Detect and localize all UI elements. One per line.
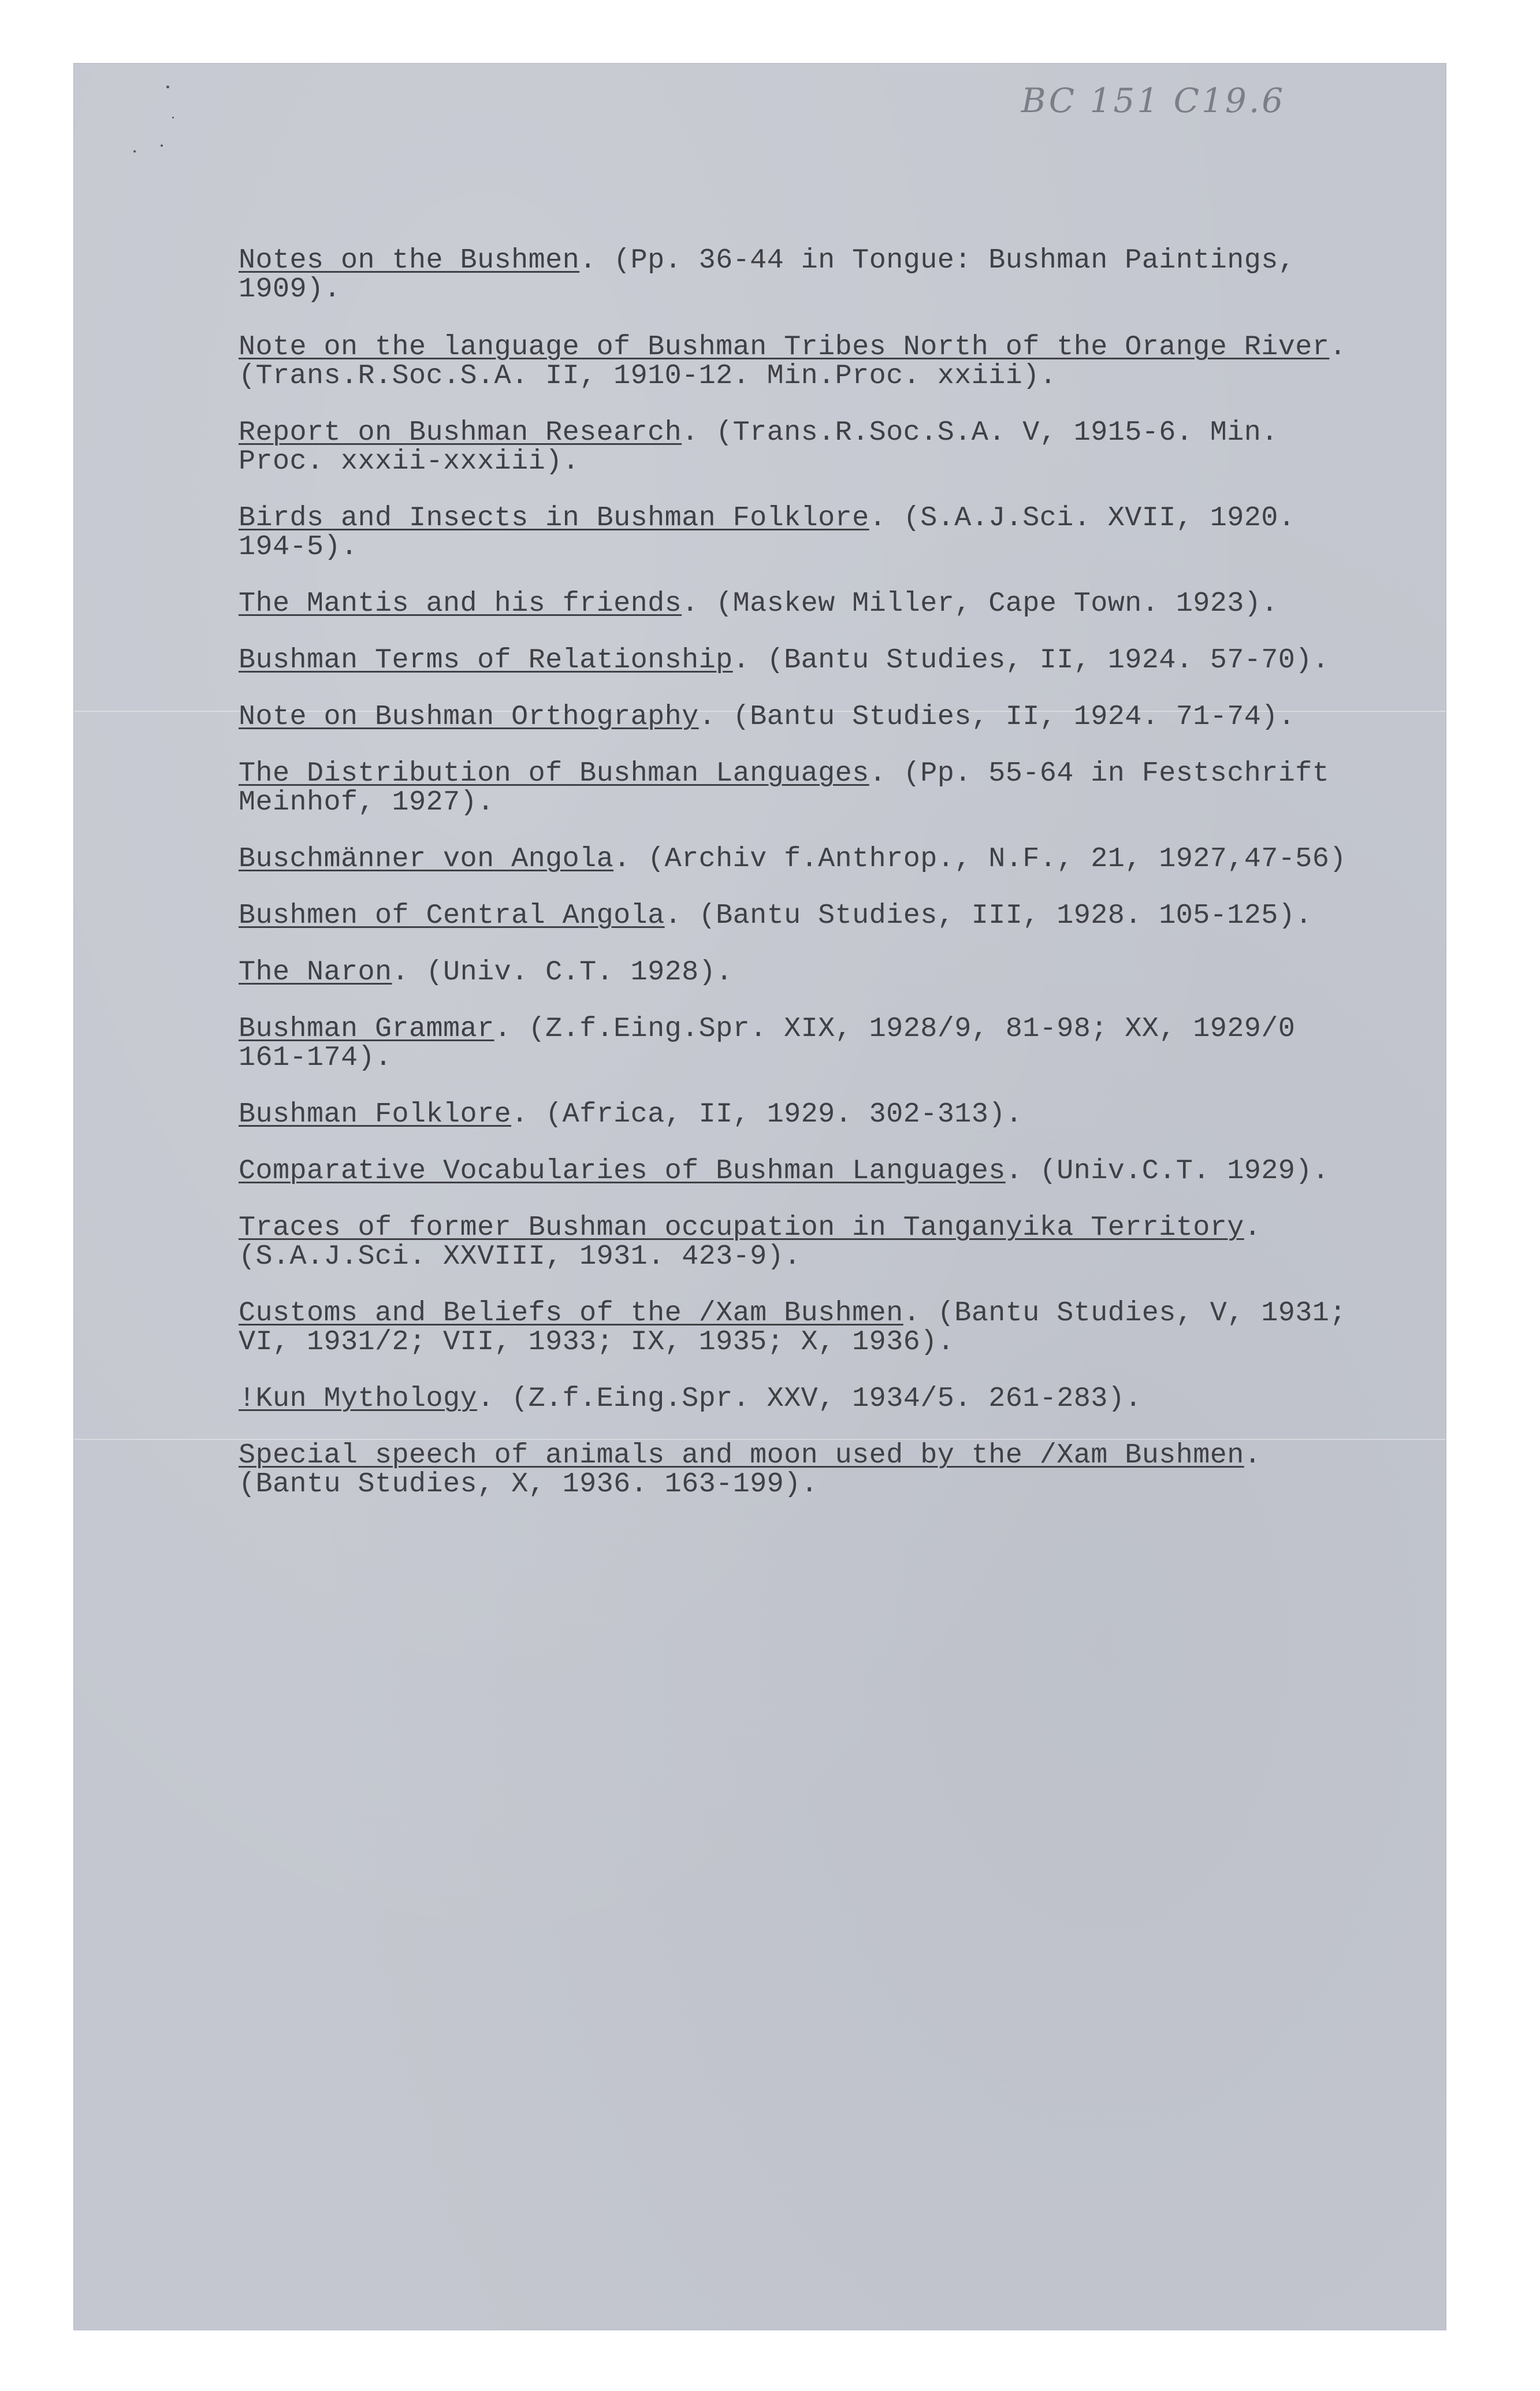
bibliography-entry (239, 418, 1365, 476)
entry-citation: . (Trans.R.Soc.S.A. V, 1915-6. Min. Proc. xxxii-xxxiii). (239, 417, 1296, 477)
bibliography-entry (239, 1015, 1365, 1072)
entry-citation: . (Univ. C.T. 1928). (392, 956, 733, 988)
entry-title: Birds and Insects in Bushman Folklore (239, 502, 869, 534)
entry-citation: . (Z.f.Eing.Spr. XIX, 1928/9, 81-98; XX, 1929/0 161-174). (239, 1013, 1312, 1074)
bibliography-entry (239, 759, 1365, 817)
typed-sheet (74, 64, 1446, 2330)
bibliography-entry (239, 1213, 1365, 1271)
entry-title: Special speech of animals and moon used by the /Xam Bushmen (239, 1439, 1244, 1471)
entry-title: Bushman Grammar (239, 1013, 494, 1045)
ink-speck (133, 150, 136, 153)
entry-citation: . (Bantu Studies, II, 1924. 71-74). (698, 701, 1296, 733)
entry-citation: . (Univ.C.T. 1929). (1005, 1155, 1330, 1187)
bibliography-entry (239, 1299, 1365, 1357)
entry-title: Traces of former Bushman occupation in Tanganyika Territory (239, 1212, 1244, 1243)
bibliography-entry (239, 1157, 1329, 1186)
entry-citation: . (Trans.R.Soc.S.A. II, 1910-12. Min.Proc. xxiii). (239, 331, 1364, 392)
entry-citation: . (Bantu Studies, II, 1924. 57-70). (732, 644, 1330, 676)
ink-speck (172, 117, 174, 118)
entry-citation: . (Bantu Studies, III, 1928. 105-125). (664, 900, 1312, 931)
bibliography-entry (239, 333, 1365, 391)
entry-title: The Distribution of Bushman Languages (239, 758, 869, 789)
entry-title: Bushman Folklore (239, 1098, 512, 1130)
entry-citation: . (Africa, II, 1929. 302-313). (511, 1098, 1023, 1130)
archive-reference-mark: BC 151 C19.6 (1021, 81, 1286, 120)
bibliography-entry (239, 246, 1365, 304)
bibliography-entry (239, 589, 1278, 618)
entry-title: Bushmen of Central Angola (239, 900, 665, 931)
entry-citation: . (Bantu Studies, V, 1931; VI, 1931/2; VII, 1933; IX, 1935; X, 1936). (239, 1297, 1364, 1358)
ink-speck (161, 144, 163, 147)
entry-citation: . (Archiv f.Anthrop., N.F., 21, 1927,47-56) (613, 843, 1346, 875)
entry-citation: . (Pp. 36-44 in Tongue: Bushman Paintings, 1909). (239, 244, 1312, 305)
entry-title: Report on Bushman Research (239, 417, 682, 448)
bibliography-entry (239, 1441, 1365, 1499)
bibliography-entry (239, 958, 733, 987)
bibliography-entry (239, 845, 1346, 874)
entry-citation: . (S.A.J.Sci. XXVIII, 1931. 423-9). (239, 1212, 1278, 1272)
bibliography-entry (239, 504, 1365, 562)
bibliography-entry (239, 646, 1329, 675)
entry-title: Customs and Beliefs of the /Xam Bushmen (239, 1297, 903, 1329)
entry-title: Comparative Vocabularies of Bushman Languages (239, 1155, 1006, 1187)
entry-citation: . (S.A.J.Sci. XVII, 1920. 194-5). (239, 502, 1312, 563)
entry-citation: . (Pp. 55-64 in Festschrift Meinhof, 1927). (239, 758, 1346, 818)
bibliography-entry (239, 901, 1312, 930)
entry-citation: . (Bantu Studies, X, 1936. 163-199). (239, 1439, 1278, 1500)
entry-citation: . (Z.f.Eing.Spr. XXV, 1934/5. 261-283). (477, 1383, 1142, 1414)
entry-title: Notes on the Bushmen (239, 244, 580, 276)
entry-title: Buschmänner von Angola (239, 843, 614, 875)
entry-title: Bushman Terms of Relationship (239, 644, 733, 676)
entry-title: !Kun Mythology (239, 1383, 478, 1414)
entry-title: The Naron (239, 956, 392, 988)
entry-citation: . (Maskew Miller, Cape Town. 1923). (682, 588, 1278, 619)
entry-title: The Mantis and his friends (239, 588, 682, 619)
bibliography-entry (239, 1100, 1022, 1129)
bibliography-entry (239, 703, 1295, 732)
bibliography-entry (239, 1384, 1142, 1413)
entry-title: Note on Bushman Orthography (239, 701, 699, 733)
ink-speck (166, 86, 169, 88)
entry-title: Note on the language of Bushman Tribes North of the Orange River (239, 331, 1330, 363)
